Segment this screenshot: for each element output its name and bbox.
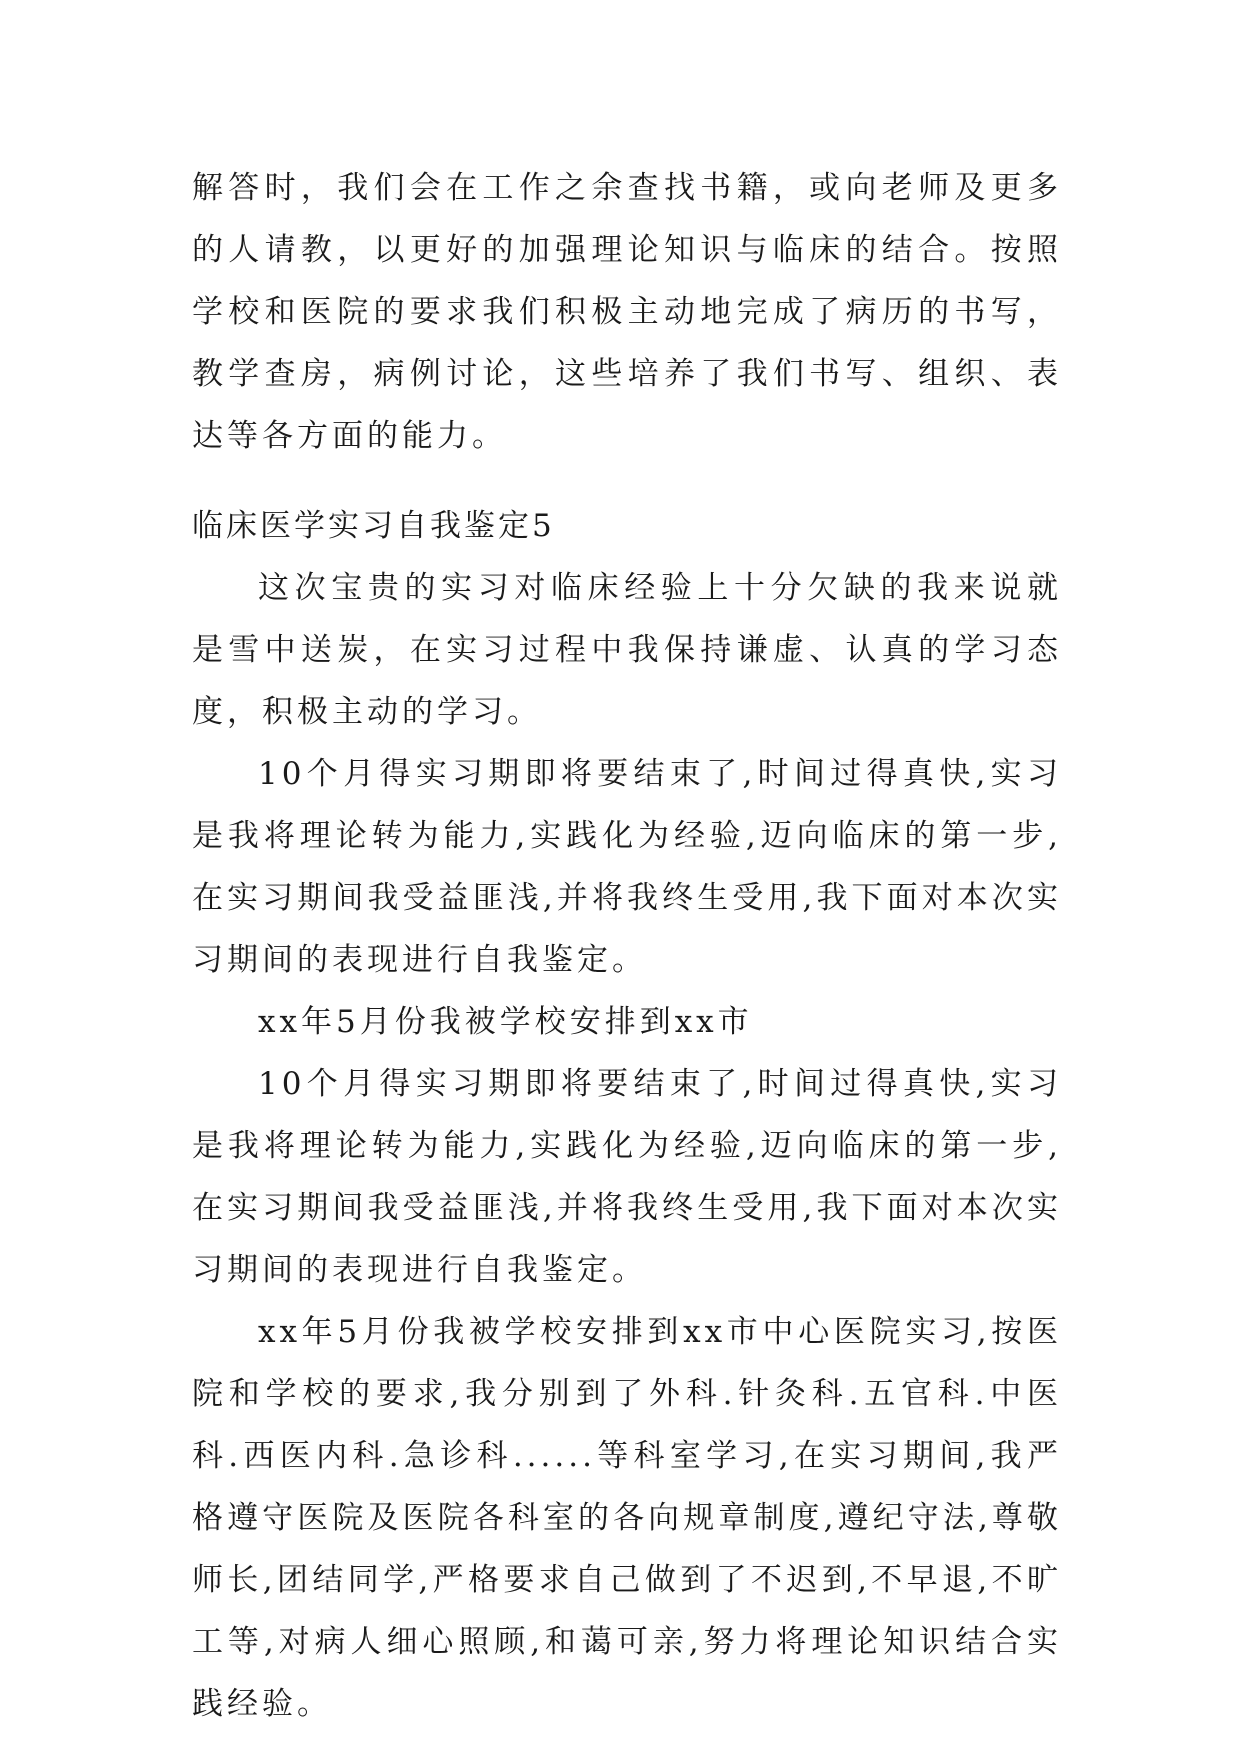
body-paragraph: 10个月得实习期即将要结束了,时间过得真快,实习是我将理论转为能力,实践化为经验,迈向临床的第一步,在实习期间我受益匪浅,并将我终生受用,我下面对本次实习期间的表现进行自我鉴定。 (192, 756, 1062, 978)
body-paragraph: xx年5月份我被学校安排到xx市中心医院实习,按医院和学校的要求,我分别到了外科.针灸科.五官科.中医科.西医内科.急诊科......等科室学习,在实习期间,我严格遵守医院及医院各科室的各向规章制度,遵纪守法,尊敬师长,团结同学,严格要求自己做到了不迟到,不早退,不旷工等,对病人细心照顾,和蔼可亲,努力将理论知识结合实践经验。 (192, 1314, 1062, 1722)
section-heading: 临床医学实习自我鉴定5 (192, 508, 555, 544)
body-paragraph: 10个月得实习期即将要结束了,时间过得真快,实习是我将理论转为能力,实践化为经验,迈向临床的第一步,在实习期间我受益匪浅,并将我终生受用,我下面对本次实习期间的表现进行自我鉴定。 (192, 1066, 1062, 1288)
body-paragraph: xx年5月份我被学校安排到xx市 (258, 1004, 753, 1040)
body-paragraph: 这次宝贵的实习对临床经验上十分欠缺的我来说就是雪中送炭，在实习过程中我保持谦虚、认真的学习态度，积极主动的学习。 (192, 570, 1062, 730)
document-body (192, 157, 1062, 1735)
intro-paragraph: 解答时，我们会在工作之余查找书籍，或向老师及更多的人请教，以更好的加强理论知识与临床的结合。按照学校和医院的要求我们积极主动地完成了病历的书写，教学查房，病例讨论，这些培养了我们书写、组织、表达等各方面的能力。 (192, 170, 1062, 454)
